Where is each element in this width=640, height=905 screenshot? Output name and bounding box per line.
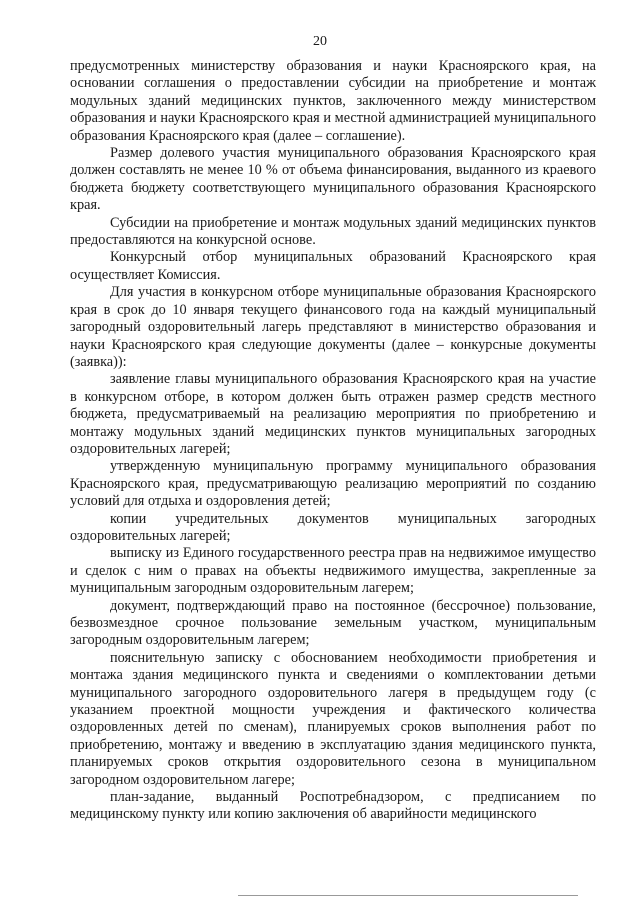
paragraph: Субсидии на приобретение и монтаж модульных зданий медицинских пунктов предоставляются на конкурсной основе. <box>70 214 596 249</box>
paragraph: Для участия в конкурсном отборе муниципальные образования Красноярского края в срок до 10 января текущего финансового года на каждый муниципальный загородный оздоровительный лагерь представляют в министерство образования и науки Красноярского края следующие документы (далее – конкурсные документы (заявка)): <box>70 284 596 370</box>
paragraph: предусмотренных министерству образования и науки Красноярского края, на основании соглашения о предоставлении субсидии на приобретение и монтаж модульных зданий медицинских пунктов, заключенного между министерством образования и науки Красноярского края и местной администрацией муниципального образования Красноярского края (далее – соглашение). <box>70 58 596 144</box>
paragraph: Размер долевого участия муниципального образования Красноярского края должен составлять не менее 10 % от объема финансирования, выданного из краевого бюджета бюджету соответствующего муниципального образования Красноярского края. <box>70 145 596 214</box>
paragraph: выписку из Единого государственного реестра прав на недвижимое имущество и сделок с ним о правах на объекты недвижимого имущества, закрепленные за муниципальным загородным оздоровительным лагерем; <box>70 545 596 597</box>
paragraph: Конкурсный отбор муниципальных образований Красноярского края осуществляет Комиссия. <box>70 249 596 283</box>
page-number: 20 <box>313 34 327 49</box>
paragraph: план-задание, выданный Роспотребнадзором, с предписанием по медицинскому пункту или копию заключения об аварийности медицинского <box>70 789 596 823</box>
paragraph: утвержденную муниципальную программу муниципального образования Красноярского края, предусматривающую реализацию мероприятий по созданию условий для отдыха и оздоровления детей; <box>70 458 596 510</box>
document-body <box>70 58 596 824</box>
footer-rule <box>238 895 578 896</box>
paragraph: пояснительную записку с обоснованием необходимости приобретения и монтажа здания медицинского пункта и сведениями о комплектовании детьми муниципального загородного оздоровительного лагеря в предыдущем году (с указанием проектной мощности учреждения и фактического количества оздоровленных детей по сменам), планируемых сроков выполнения работ по приобретению, монтажу и введению в эксплуатацию здания медицинского пункта, планируемых сроков открытия оздоровительного сезона в муниципальном загородном оздоровительном лагере; <box>70 649 596 788</box>
paragraph: копии учредительных документов муниципальных загородных оздоровительных лагерей; <box>70 510 596 544</box>
paragraph: документ, подтверждающий право на постоянное (бессрочное) пользование, безвозмездное срочное пользование земельным участком, муниципальным загородным оздоровительным лагерем; <box>70 597 596 649</box>
paragraph: заявление главы муниципального образования Красноярского края на участие в конкурсном отборе, в котором должен быть отражен размер средств местного бюджета, предусматриваемый на реализацию мероприятия по приобретению и монтажу модульных зданий медицинских пунктов муниципальных загородных оздоровительных лагерей; <box>70 371 596 457</box>
